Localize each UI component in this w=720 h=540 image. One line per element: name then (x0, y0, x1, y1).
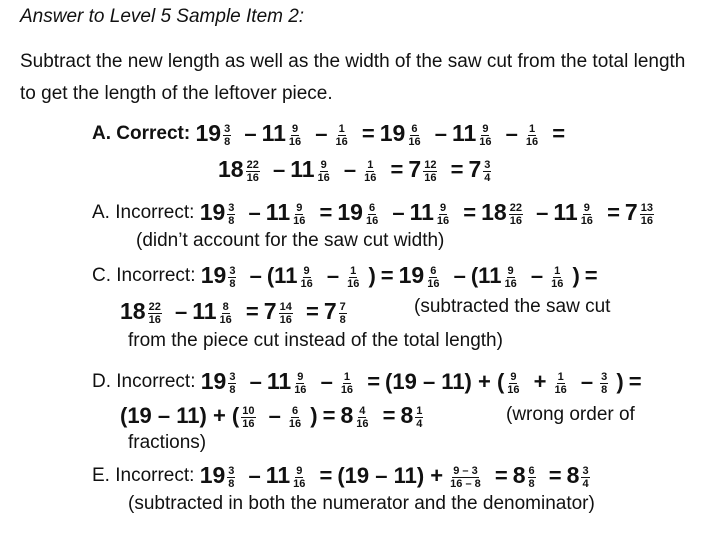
answer-a-incorrect-label: A. Incorrect: (92, 201, 195, 223)
answer-c-incorrect-note-2: from the piece cut instead of the total length) (128, 330, 503, 351)
equation-a-correct-2: 18 $\frac{22}{16}$ – 11 $\frac{9}{16}$ – $\frac{1}{16}$ = 7 $\frac{12}{16}$ = 7 $\frac{3}{4}$ (218, 156, 491, 184)
answer-c-incorrect-row (92, 262, 603, 290)
equation-e-incorrect: 19 $\frac{3}{8}$ – 11 $\frac{9}{16}$ = (19 – 11) + $\frac{9 - 3}{16 - 8}$ = 8 $\frac{6}{8}$ = 8 $\frac{3}{4}$ (199, 462, 589, 490)
answer-e-incorrect-note: (subtracted in both the numerator and the denominator) (128, 493, 595, 514)
equation-a-incorrect: 19 $\frac{3}{8}$ – 11 $\frac{9}{16}$ = 19 $\frac{6}{16}$ – 11 $\frac{9}{16}$ = 18 $\frac{22}{16}$ – 11 $\frac{9}{16}$ = 7 $\frac{13}{16}$ (199, 199, 653, 227)
equation-a-correct-1: 19 $\frac{3}{8}$ – 11 $\frac{9}{16}$ – $\frac{1}{16}$ = 19 $\frac{6}{16}$ – 11 $\frac{9}{16}$ – $\frac{1}{16}$ = (195, 120, 566, 148)
slide-title: Answer to Level 5 Sample Item 2: (20, 6, 305, 27)
answer-d-incorrect-note-2: fractions) (128, 432, 207, 453)
answer-d-incorrect-label: D. Incorrect: (92, 370, 196, 392)
equation-d-incorrect-1: 19 $\frac{3}{8}$ – 11 $\frac{9}{16}$ – $\frac{1}{16}$ = (19 – 11) + ( $\frac{9}{16}$ + $\frac{1}{16}$ – $\frac{3}{8}$ ) = (200, 368, 642, 396)
answer-e-incorrect-label: E. Incorrect: (92, 464, 195, 486)
answer-a-incorrect-note: (didn’t account for the saw cut width) (136, 230, 445, 251)
answer-d-incorrect-row (92, 368, 647, 396)
equation-d-incorrect-2: (19 – 11) + ( $\frac{10}{16}$ – $\frac{6}{16}$ ) = 8 $\frac{4}{16}$ = 8 $\frac{1}{4}$ (120, 402, 423, 430)
equation-c-incorrect-2: 18 $\frac{22}{16}$ – 11 $\frac{8}{16}$ = 7 $\frac{14}{16}$ = 7 $\frac{7}{8}$ (120, 298, 346, 326)
answer-a-incorrect-row (92, 199, 656, 227)
answer-a-correct-label: A. Correct: (92, 122, 191, 144)
answer-c-incorrect-label: C. Incorrect: (92, 264, 196, 286)
answer-d-incorrect-note-1: (wrong order of (506, 404, 635, 425)
equation-c-incorrect-1: 19 $\frac{3}{8}$ – (11 $\frac{9}{16}$ – $\frac{1}{16}$ ) = 19 $\frac{6}{16}$ – (11 $\frac{9}{16}$ – $\frac{1}{16}$ ) = (200, 262, 598, 290)
answer-a-correct-row (92, 120, 570, 148)
answer-c-incorrect-note-1: (subtracted the saw cut (414, 296, 611, 317)
intro-text: Subtract the new length as well as the width of the saw cut from the total length to get the length of the leftover piece. (20, 51, 686, 104)
answer-e-incorrect-row (92, 462, 592, 490)
